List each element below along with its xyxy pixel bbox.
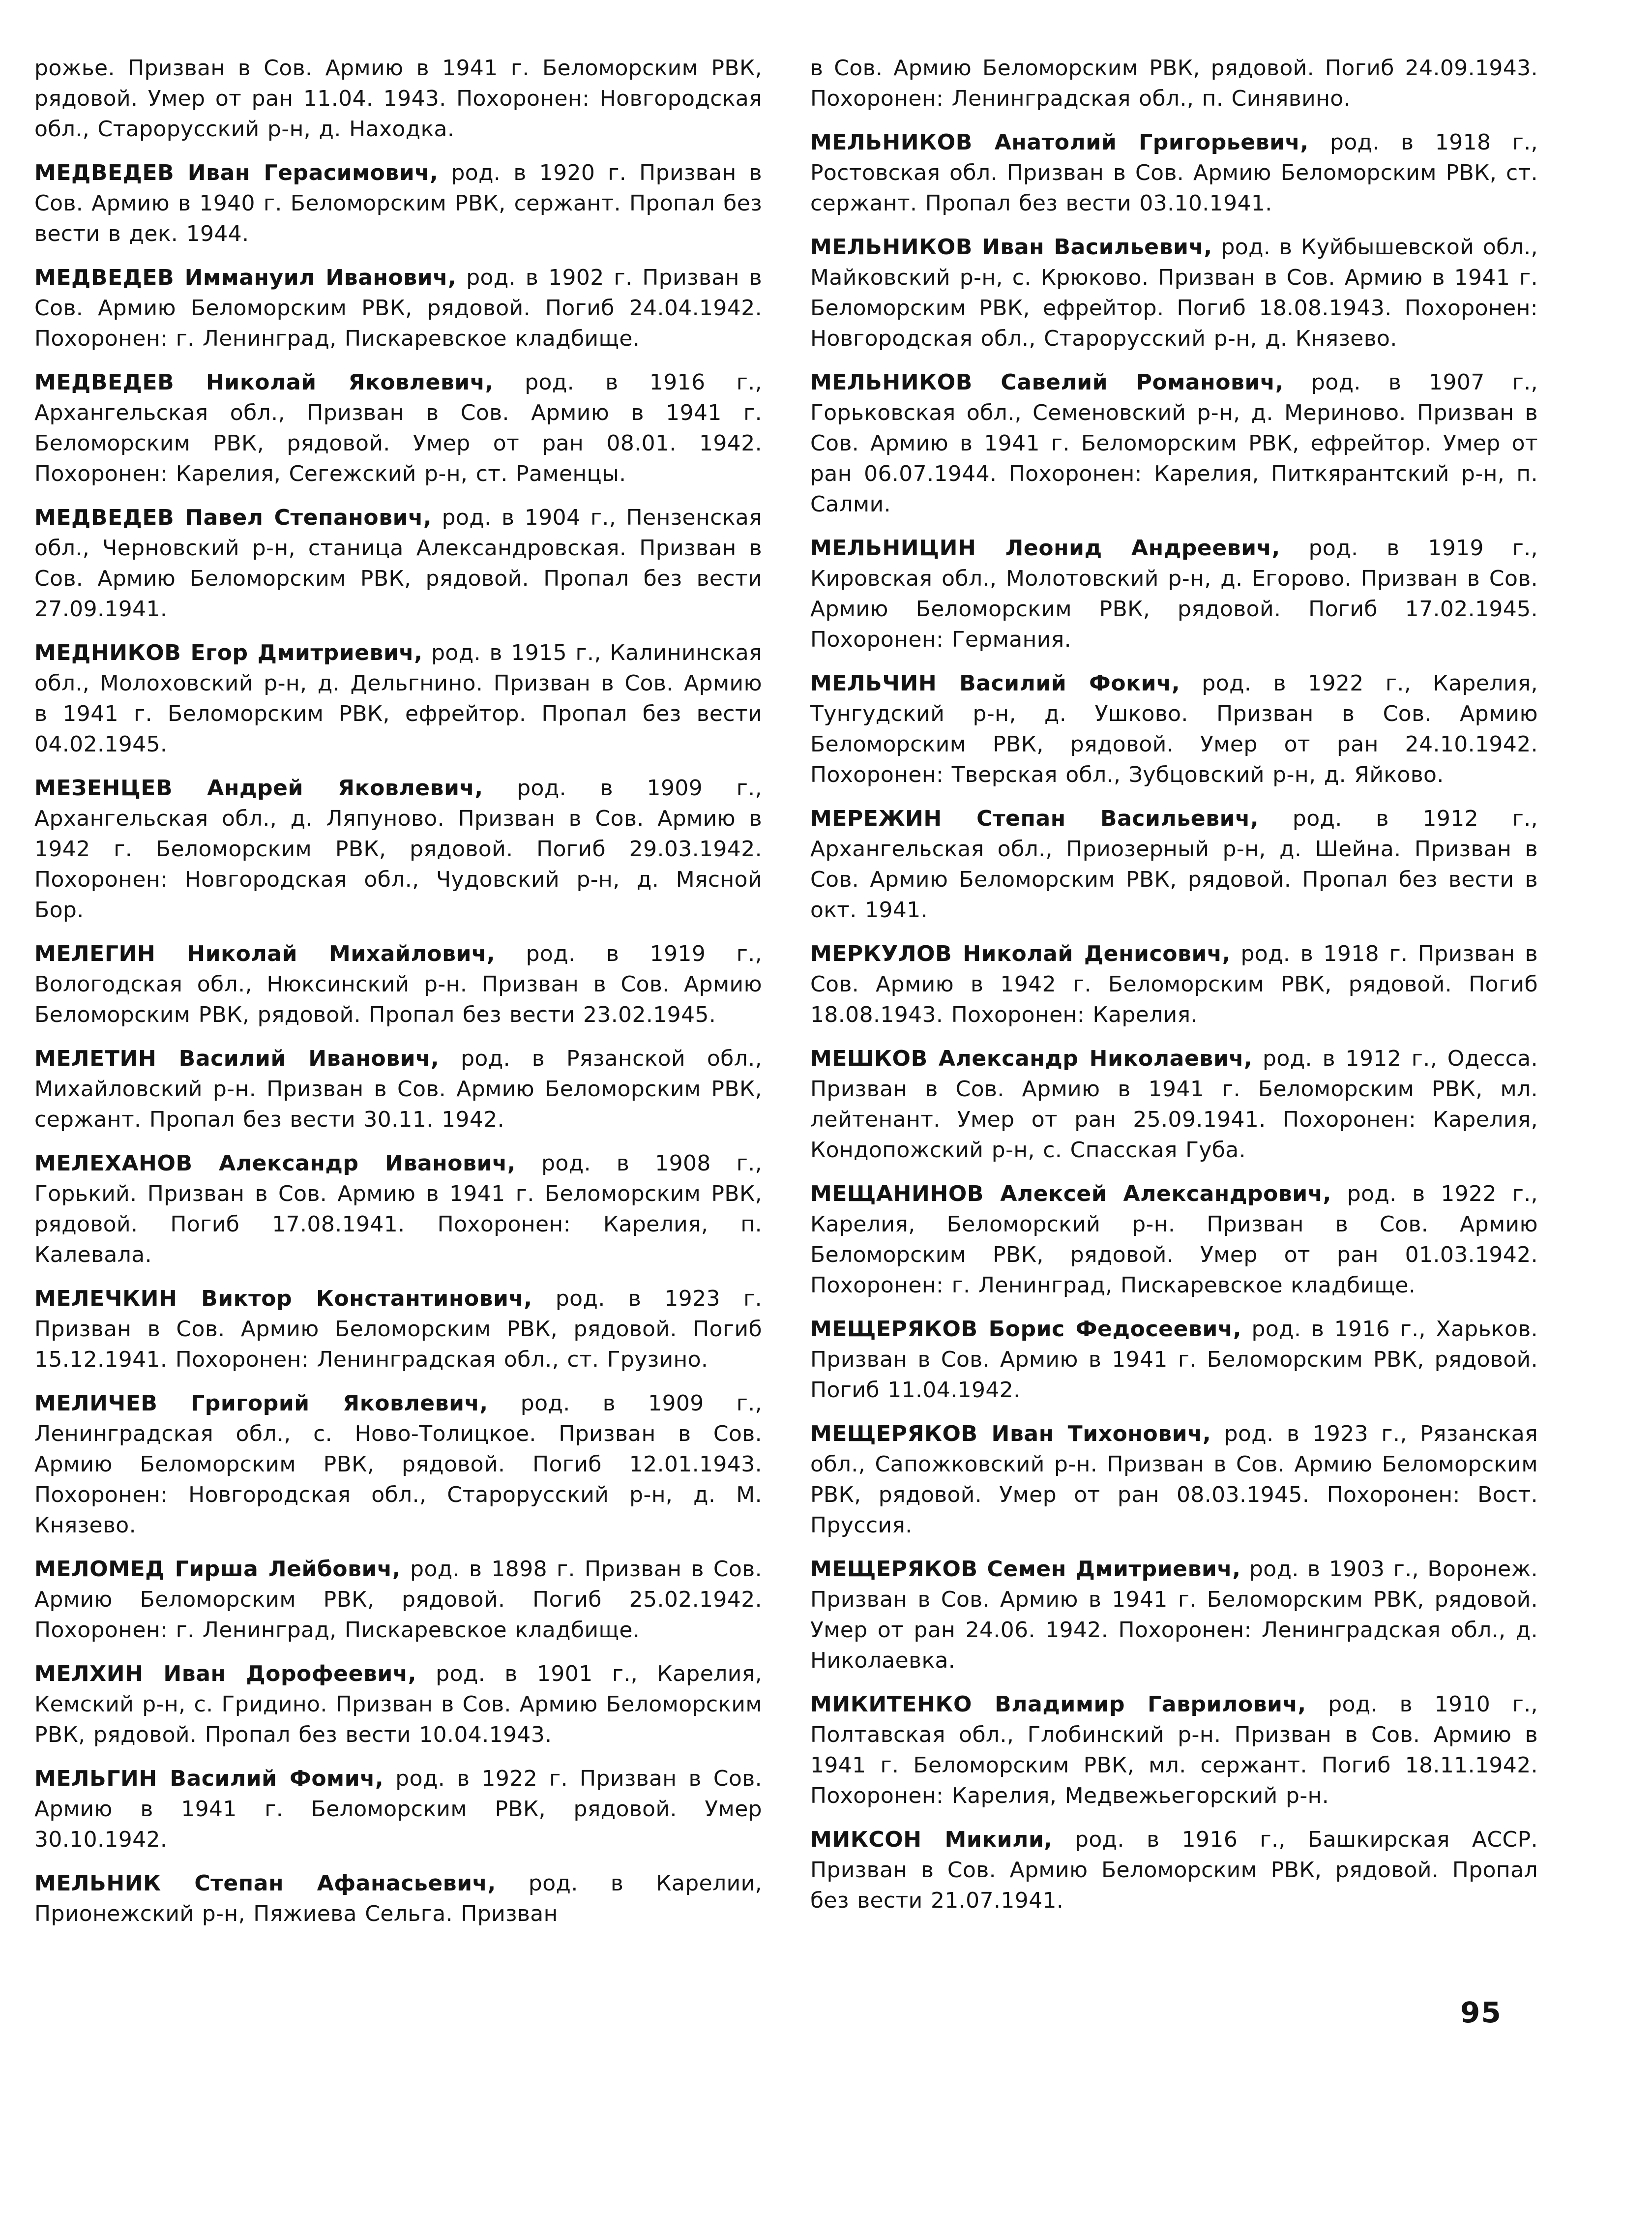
record-text: род. в 1901 г., Карелия, Кемский р-н, с. Гридино. Призван в Сов. Армию Беломорским РВК, рядовой. Пропал без вести 10.04.1943. [34, 1661, 763, 1747]
record-name: МЕЛЬНИК Степан Афанасьевич, [34, 1871, 496, 1896]
record-entry [34, 503, 762, 625]
record-name: МЕЛЕЧКИН Виктор Константинович, [34, 1286, 532, 1311]
record-entry [810, 232, 1538, 354]
record-entry [810, 804, 1538, 926]
record-text: род. в Куйбышевской обл., Майковский р-н, с. Крюково. Призван в Сов. Армию в 1941 г. Беломорским РВК, ефрейтор. Погиб 18.08.1943. Похоронен: Новгородская обл., Старорусский р-н, д. Князево. [810, 235, 1538, 351]
record-name: МЕЛЬНИКОВ Иван Васильевич, [810, 235, 1212, 260]
record-text: род. в 1910 г., Полтавская обл., Глобинский р-н. Призван в Сов. Армию в 1941 г. Беломорским РВК, мл. сержант. Погиб 18.11.1942. Похоронен: Карелия, Медвежьегорский р-н. [810, 1692, 1538, 1808]
record-entry [810, 127, 1538, 219]
record-entry [810, 1419, 1538, 1541]
record-text: род. в 1909 г., Архангельская обл., д. Ляпуново. Призван в Сов. Армию в 1942 г. Беломорским РВК, рядовой. Погиб 29.03.1942. Похоронен: Новгородская обл., Чудовский р-н, д. Мясной Бор. [34, 776, 762, 923]
record-name: МИКИТЕНКО Владимир Гаврилович, [810, 1692, 1306, 1717]
record-name: МИКСОН Микили, [810, 1827, 1053, 1852]
record-text: род. в 1916 г., Башкирская АССР. Призван в Сов. Армию Беломорским РВК, рядовой. Пропал без вести 21.07.1941. [810, 1827, 1538, 1913]
record-name: МЕРКУЛОВ Николай Денисович, [810, 941, 1231, 966]
record-text: род. в 1912 г., Архангельская обл., Приозерный р-н, д. Шейна. Призван в Сов. Армию Беломорским РВК, рядовой. Пропал без вести в окт. 1941. [810, 806, 1538, 923]
record-name: МЕЩАНИНОВ Алексей Александрович, [810, 1181, 1331, 1206]
record-text: род. в 1919 г., Кировская обл., Молотовский р-н, д. Егорово. Призван в Сов. Армию Беломорским РВК, рядовой. Погиб 17.02.1945. Похоронен: Германия. [810, 536, 1538, 652]
record-entry [810, 1179, 1538, 1301]
record-text: род. в 1922 г., Карелия, Тунгудский р-н, д. Ушково. Призван в Сов. Армию Беломорским РВК, рядовой. Умер от ран 24.10.1942. Похоронен: Тверская обл., Зубцовский р-н, д. Яйково. [810, 671, 1538, 787]
record-entry [34, 1764, 762, 1855]
record-text: род. в 1916 г., Архангельская обл., Призван в Сов. Армию в 1941 г. Беломорским РВК, рядовой. Умер от ран 08.01. 1942. Похоронен: Карелия, Сегежский р-н, ст. Раменцы. [34, 370, 763, 486]
record-name: МЕЩЕРЯКОВ Борис Федосеевич, [810, 1317, 1242, 1342]
record-entry [810, 1044, 1538, 1166]
record-entry [34, 1148, 762, 1270]
record-entry [34, 638, 762, 760]
record-name: МЕЛЬГИН Василий Фомич, [34, 1766, 384, 1791]
record-text: род. в 1922 г. Призван в Сов. Армию в 1941 г. Беломорским РВК, рядовой. Умер 30.10.1942. [34, 1766, 762, 1852]
record-name: МЕДВЕДЕВ Николай Яковлевич, [34, 370, 494, 395]
record-name: МЕЛЬНИЦИН Леонид Андреевич, [810, 536, 1280, 561]
record-entry [810, 533, 1538, 655]
record-text: род. в 1919 г., Вологодская обл., Нюксинский р-н. Призван в Сов. Армию Беломорским РВК, рядовой. Пропал без вести 23.02.1945. [34, 941, 762, 1027]
record-name: МЕЩЕРЯКОВ Иван Тихонович, [810, 1421, 1211, 1446]
record-name: МЕДВЕДЕВ Иван Герасимович, [34, 160, 439, 185]
record-name: МЕШКОВ Александр Николаевич, [810, 1046, 1253, 1071]
record-name: МЕЛЕТИН Василий Иванович, [34, 1046, 440, 1071]
record-text: род. в 1909 г., Ленинградская обл., с. Ново-Толицкое. Призван в Сов. Армию Беломорским РВК, рядовой. Погиб 12.01.1943. Похоронен: Новгородская обл., Старорусский р-н, д. М. Князево. [34, 1391, 762, 1538]
record-entry [34, 367, 762, 489]
record-name: МЕЛИЧЕВ Григорий Яковлевич, [34, 1391, 488, 1416]
record-text: род. в 1915 г., Калининская обл., Молоховский р-н, д. Дельгнино. Призван в Сов. Армию в 1941 г. Беломорским РВК, ефрейтор. Пропал без вести 04.02.1945. [34, 640, 762, 757]
record-text: род. в 1912 г., Одесса. Призван в Сов. Армию в 1941 г. Беломорским РВК, мл. лейтенант. Умер от ран 25.09.1941. Похоронен: Карелия, Кондопожский р-н, с. Спасская Губа. [810, 1046, 1538, 1163]
record-entry [34, 53, 762, 145]
record-name: МЕЛЬНИКОВ Анатолий Григорьевич, [810, 130, 1309, 155]
page-number: 95 [1460, 1996, 1502, 2029]
record-text: род. в 1904 г., Пензенская обл., Черновский р-н, станица Александровская. Призван в Сов. Армию Беломорским РВК, рядовой. Пропал без вести 27.09.1941. [34, 505, 762, 622]
record-text: род. в Карелии, Прионежский р-н, Пяжиева Сельга. Призван [34, 1871, 762, 1926]
record-text: род. в Рязанской обл., Михайловский р-н. Призван в Сов. Армию Беломорским РВК, сержант. Пропал без вести 30.11. 1942. [34, 1046, 762, 1132]
record-name: МЕДНИКОВ Егор Дмитриевич, [34, 640, 423, 665]
record-entry [810, 668, 1538, 790]
record-text: род. в 1918 г. Призван в Сов. Армию в 1942 г. Беломорским РВК, рядовой. Погиб 18.08.1943. Похоронен: Карелия. [810, 941, 1538, 1027]
record-entry [34, 1284, 762, 1375]
record-text: род. в 1923 г. Призван в Сов. Армию Беломорским РВК, рядовой. Погиб 15.12.1941. Похоронен: Ленинградская обл., ст. Грузино. [34, 1286, 762, 1372]
record-text: род. в 1916 г., Харьков. Призван в Сов. Армию в 1941 г. Беломорским РВК, рядовой. Погиб 11.04.1942. [810, 1317, 1538, 1403]
record-entry [810, 1314, 1538, 1406]
record-name: МЕДВЕДЕВ Павел Степанович, [34, 505, 432, 530]
record-text: в Сов. Армию Беломорским РВК, рядовой. Погиб 24.09.1943. Похоронен: Ленинградская обл., п. Синявино. [810, 56, 1538, 111]
record-name: МЕЩЕРЯКОВ Семен Дмитриевич, [810, 1557, 1241, 1582]
record-entry [810, 367, 1538, 520]
record-entry [34, 158, 762, 249]
left-column [34, 53, 762, 1943]
record-text: род. в 1907 г., Горьковская обл., Семеновский р-н, д. Мериново. Призван в Сов. Армию в 1941 г. Беломорским РВК, ефрейтор. Умер от ран 06.07.1944. Похоронен: Карелия, Питкярантский р-н, п. Салми. [810, 370, 1538, 517]
record-name: МЕРЕЖИН Степан Васильевич, [810, 806, 1259, 831]
record-text: род. в 1898 г. Призван в Сов. Армию Беломорским РВК, рядовой. Погиб 25.02.1942. Похоронен: г. Ленинград, Пискаревское кладбище. [34, 1557, 762, 1643]
record-name: МЕЛЕГИН Николай Михайлович, [34, 941, 496, 966]
record-text: род. в 1918 г., Ростовская обл. Призван в Сов. Армию Беломорским РВК, ст. сержант. Пропал без вести 03.10.1941. [810, 130, 1538, 216]
record-name: МЕЛЕХАНОВ Александр Иванович, [34, 1151, 516, 1176]
record-entry [810, 1689, 1538, 1811]
record-text: род. в 1903 г., Воронеж. Призван в Сов. Армию в 1941 г. Беломорским РВК, рядовой. Умер от ран 24.06. 1942. Похоронен: Ленинградская обл., д. Николаевка. [810, 1557, 1538, 1673]
record-entry [34, 1044, 762, 1135]
record-text: рожье. Призван в Сов. Армию в 1941 г. Беломорским РВК, рядовой. Умер от ран 11.04. 1943. Похоронен: Новгородская обл., Старорусский р-н, д. Находка. [34, 56, 762, 142]
record-name: МЕЛЬЧИН Василий Фокич, [810, 671, 1180, 696]
record-entry [810, 939, 1538, 1030]
record-text: род. в 1922 г., Карелия, Беломорский р-н. Призван в Сов. Армию Беломорским РВК, рядовой. Умер от ран 01.03.1942. Похоронен: г. Ленинград, Пискаревское кладбище. [810, 1181, 1538, 1298]
record-name: МЕЛЬНИКОВ Савелий Романович, [810, 370, 1284, 395]
record-entry [810, 1825, 1538, 1916]
record-entry [34, 263, 762, 354]
record-name: МЕЛХИН Иван Дорофеевич, [34, 1661, 417, 1686]
record-entry [34, 1868, 762, 1929]
record-text: род. в 1923 г., Рязанская обл., Сапожковский р-н. Призван в Сов. Армию Беломорским РВК, рядовой. Умер от ран 08.03.1945. Похоронен: Вост. Пруссия. [810, 1421, 1538, 1538]
record-name: МЕЛОМЕД Гирша Лейбович, [34, 1557, 401, 1582]
record-name: МЕЗЕНЦЕВ Андрей Яковлевич, [34, 776, 483, 801]
right-column [810, 53, 1538, 1929]
record-text: род. в 1920 г. Призван в Сов. Армию в 1940 г. Беломорским РВК, сержант. Пропал без вести в дек. 1944. [34, 160, 762, 246]
record-entry [34, 939, 762, 1030]
record-entry [34, 1659, 762, 1750]
record-entry [810, 1554, 1538, 1676]
record-entry [34, 1388, 762, 1541]
record-text: род. в 1902 г. Призван в Сов. Армию Беломорским РВК, рядовой. Погиб 24.04.1942. Похоронен: г. Ленинград, Пискаревское кладбище. [34, 265, 762, 351]
record-name: МЕДВЕДЕВ Иммануил Иванович, [34, 265, 457, 290]
record-text: род. в 1908 г., Горький. Призван в Сов. Армию в 1941 г. Беломорским РВК, рядовой. Погиб 17.08.1941. Похоронен: Карелия, п. Калевала. [34, 1151, 763, 1267]
record-entry [34, 1554, 762, 1646]
record-entry [810, 53, 1538, 114]
record-entry [34, 773, 762, 926]
